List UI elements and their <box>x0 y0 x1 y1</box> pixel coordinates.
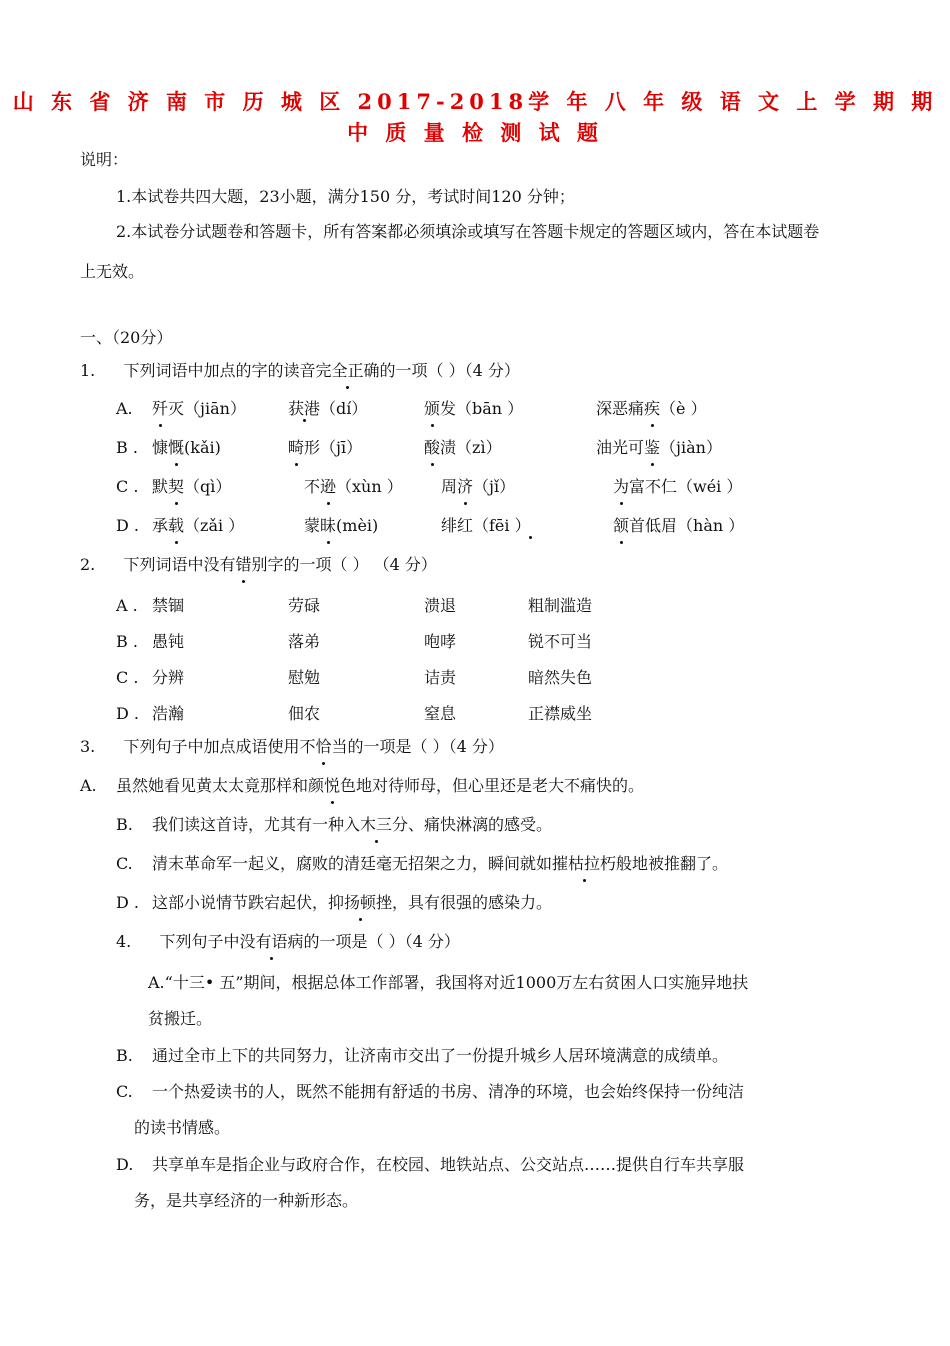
option-word: 落弟 <box>288 632 321 651</box>
question-4-stem <box>116 932 460 952</box>
option-label: A. <box>116 399 133 418</box>
notes-item-2: 2.本试卷分试题卷和答题卡，所有答案都必须填涂或填写在答题卡规定的答题区域内，答在本试题卷 <box>116 222 820 241</box>
option-word: 咆哮 <box>424 632 457 651</box>
option-item: 为富不仁（wéi ） <box>613 477 743 496</box>
option-item: 油光可鉴（jiàn） <box>596 438 722 457</box>
option-word: 慰勉 <box>288 668 321 687</box>
section-heading: 一、（20分） <box>80 328 173 347</box>
question-3-option-a: A. 虽然她看见黄太太竟那样和颜悦色地对待师母，但心里还是老大不痛快的。 <box>80 776 645 795</box>
option-word: 锐不可当 <box>528 632 593 651</box>
option-word: 诘责 <box>424 668 457 687</box>
question-3-option-c: C. 清末革命军一起义，腐败的清廷毫无招架之力，瞬间就如摧枯拉朽般地被推翻了。 <box>116 854 729 873</box>
question-text: 下列句子中加点成语使用 <box>123 737 300 756</box>
question-4-option-c: C. 一个热爱读书的人，既然不能拥有舒适的书房、清净的环境，也会始终保持一份纯洁 <box>116 1082 745 1101</box>
option-item: 歼灭（jiān） <box>152 399 246 418</box>
question-4-option-c-cont: 的读书情感。 <box>134 1118 231 1137</box>
option-item: 酸渍（zì） <box>424 438 502 457</box>
option-item: 蒙昧(mèi) <box>304 516 379 535</box>
question-4-option-b: B. 通过全市上下的共同努力，让济南市交出了一份提升城乡人居环境满意的成绩单。 <box>116 1046 729 1065</box>
option-word: 正襟威坐 <box>528 704 593 723</box>
question-text: 下列词语中加点的字的读音 <box>123 361 316 380</box>
question-number: 4. <box>116 932 132 951</box>
option-item: 绯红（fēi ） <box>441 516 531 535</box>
notes-item-1: 1.本试卷共四大题，23小题，满分150 分，考试时间120 分钟； <box>116 187 575 206</box>
option-word: 佃农 <box>288 704 321 723</box>
question-2-stem <box>80 555 437 575</box>
option-item: 颔首低眉（hàn ） <box>613 516 745 535</box>
question-text: 的一项（ ） （4 分） <box>283 555 437 574</box>
option-item: 获港（dí） <box>288 399 368 418</box>
question-3-stem <box>80 737 504 757</box>
option-word: 分辨 <box>152 668 185 687</box>
option-label: B . <box>116 632 138 651</box>
dotted-text: 不恰当 <box>299 737 348 756</box>
option-label: D . <box>116 516 139 535</box>
question-3-option-d: D . 这部小说情节跌宕起伏，抑扬顿挫，具有很强的感染力。 <box>116 893 553 912</box>
option-item: 承载（zǎi ） <box>152 516 245 535</box>
option-item: 畸形（jī） <box>288 438 363 457</box>
question-number: 1. <box>80 361 96 380</box>
dotted-text: 完全正确 <box>315 361 380 380</box>
question-text: 下列句子中 <box>159 932 240 951</box>
option-item: 不逊（xùn ） <box>304 477 403 496</box>
notes-item-2-cont: 上无效。 <box>80 262 145 281</box>
option-word: 溃退 <box>424 596 457 615</box>
option-word: 粗制滥造 <box>528 596 593 615</box>
dotted-text: 没有错别字 <box>203 555 284 574</box>
notes-label: 说明： <box>80 150 129 169</box>
question-number: 2. <box>80 555 96 574</box>
question-4-option-d: D. 共享单车是指企业与政府合作，在校园、地铁站点、公交站点……提供自行车共享服 <box>116 1155 745 1174</box>
option-word: 愚钝 <box>152 632 185 651</box>
option-label: C . <box>116 668 139 687</box>
option-label: B . <box>116 438 138 457</box>
option-label: A . <box>116 596 138 615</box>
option-word: 禁锢 <box>152 596 185 615</box>
question-4-option-a: A.“十三• 五”期间，根据总体工作部署，我国将对近1000万左右贫困人口实施异地扶 <box>148 973 749 992</box>
question-1-stem <box>80 361 520 381</box>
option-word: 劳碌 <box>288 596 321 615</box>
question-4-option-a-cont: 贫搬迁。 <box>148 1009 213 1028</box>
question-text: 的一项（ ）（4 分） <box>379 361 520 380</box>
option-item: 默契（qì） <box>152 477 232 496</box>
option-word: 窒息 <box>424 704 457 723</box>
dotted-text: 没有语病 <box>239 932 304 951</box>
question-4-option-d-cont: 务，是共享经济的一种新形态。 <box>134 1191 359 1210</box>
option-word: 浩瀚 <box>152 704 185 723</box>
option-item: 颁发（bān ） <box>424 399 524 418</box>
question-text: 的一项是（ ）（4 分） <box>303 932 460 951</box>
option-label: D . <box>116 704 139 723</box>
option-label: C . <box>116 477 139 496</box>
exam-title-line1: 山 东 省 济 南 市 历 城 区 2017-2018学 年 八 年 级 语 文 上 学 期 期 <box>12 89 938 114</box>
question-text: 下列词语中 <box>123 555 204 574</box>
question-text: 的一项是（ ）（4 分） <box>347 737 504 756</box>
option-word: 暗然失色 <box>528 668 593 687</box>
option-item: 深恶痛疾（è ） <box>596 399 707 418</box>
question-3-option-b: B. 我们读这首诗，尤其有一种入木三分、痛快淋漓的感受。 <box>116 815 553 834</box>
option-item: 周济（jǐ） <box>441 477 516 496</box>
option-item: 慷慨(kǎi) <box>152 438 221 457</box>
question-number: 3. <box>80 737 96 756</box>
exam-title-line2: 中 质 量 检 测 试 题 <box>347 120 603 145</box>
